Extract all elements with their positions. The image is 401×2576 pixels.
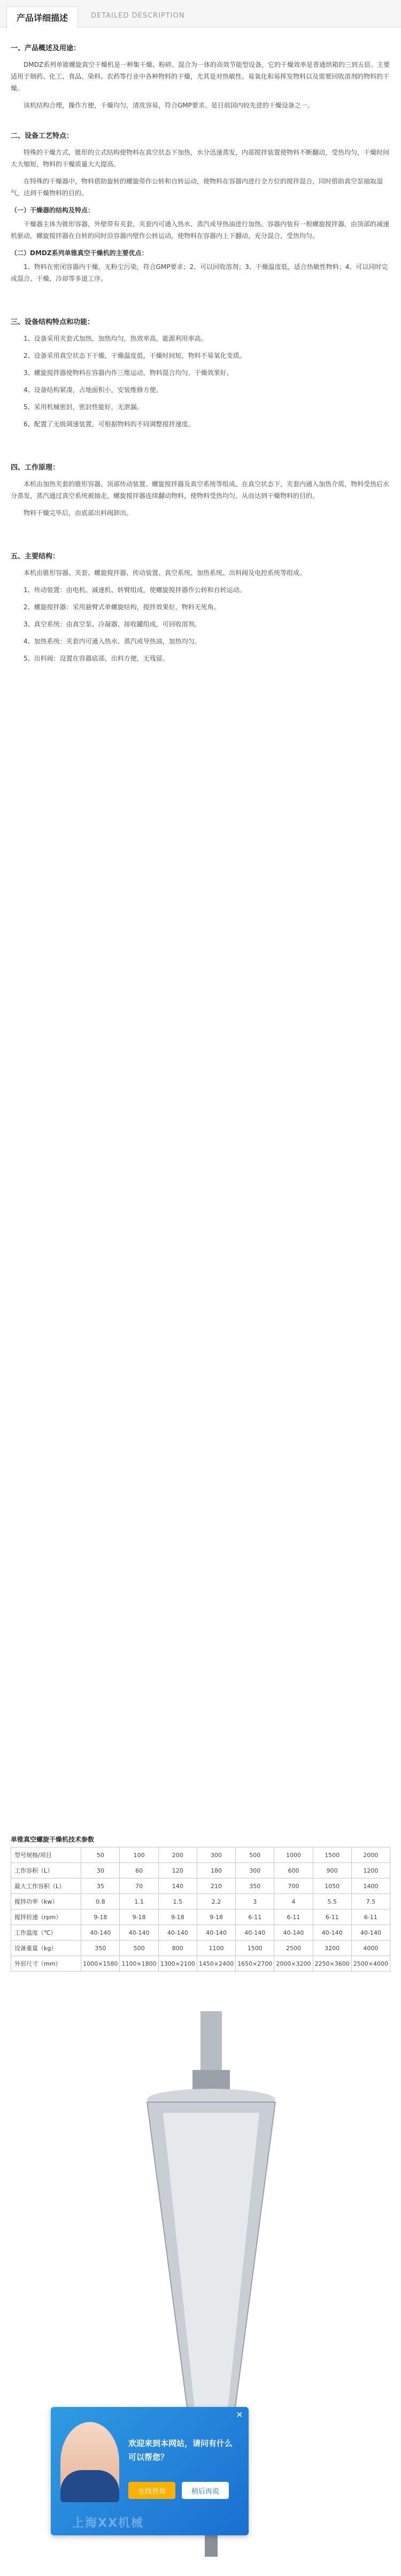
- table-cell: 9-18: [158, 1910, 197, 1925]
- table-cell: 100: [120, 1847, 158, 1863]
- table-row-label: 设备重量（kg）: [11, 1941, 81, 1956]
- table-cell: 6-11: [313, 1910, 351, 1925]
- table-cell: 1000×1580: [81, 1956, 120, 1972]
- table-cell: 50: [81, 1847, 120, 1863]
- section-title-structure: 三、设备结构特点和功能：: [11, 318, 95, 326]
- param-table-title: 单锥真空螺旋干燥机技术参数: [11, 1836, 95, 1843]
- table-cell: 1650×2700: [236, 1956, 274, 1972]
- table-cell: 1.1: [120, 1894, 158, 1910]
- table-cell: 40-140: [120, 1925, 158, 1941]
- table-cell: 4: [274, 1894, 313, 1910]
- table-cell: 40-140: [274, 1925, 313, 1941]
- table-cell: 6-11: [274, 1910, 313, 1925]
- main-structure-paragraph: 3、真空系统：由真空泵、冷凝器、接收罐组成，可回收溶剂。: [24, 620, 201, 628]
- description-content: [11, 37, 390, 670]
- table-cell: 140: [158, 1879, 197, 1894]
- table-cell: 500: [236, 1847, 274, 1863]
- table-cell: 40-140: [197, 1925, 235, 1941]
- table-cell: 1100×1800: [120, 1956, 158, 1972]
- overview-paragraph: DMDZ系列单锥螺旋真空干燥机是一种集干燥、粉碎、混合为一体的高效节能型设备，它的干燥效率是普通烘箱的三到五倍。主要适用于制药、化工、食品、染料、农药等行业中各种物料的干燥，尤其是对热敏性、易氧化和易挥发物料以及需要回收溶剂的物料的干燥。: [11, 61, 390, 92]
- principle-item-text: 干燥器主体为锥形容器，外壁带有夹套，夹套内可通入热水、蒸汽或导热油进行加热。容器内装有一根螺旋搅拌器，由顶部的减速机驱动，螺旋搅拌器在自转的同时沿容器内壁作公转运动，使物料在容器内上下翻动，充分混合，受热均匀。: [11, 220, 390, 240]
- table-row: [11, 1847, 390, 1863]
- principle-item-title: （二）DMDZ系列单锥真空干燥机的主要优点：: [11, 249, 148, 257]
- table-cell: 5.5: [313, 1894, 351, 1910]
- table-cell: 1400: [351, 1879, 390, 1894]
- principle-paragraph: 特殊的干燥方式，锥形的立式结构使物料在真空状态下加热，水分迅速蒸发，内部搅拌装置使物料不断翻动，受热均匀，干燥时间大大缩短，物料的干燥质量大大提高。: [11, 149, 390, 168]
- table-cell: 700: [274, 1879, 313, 1894]
- main-structure-paragraph: 2、螺旋搅拌器：采用悬臂式单螺旋结构，搅拌效果好，物料无死角。: [24, 603, 220, 611]
- structure-paragraph: 1、设备采用夹套式加热，加热均匀，热效率高，能源利用率高。: [24, 335, 207, 342]
- table-cell: 2500: [274, 1941, 313, 1956]
- param-table-wrapper: [11, 1835, 390, 1972]
- table-row-label: 最大工作容积（L）: [11, 1879, 81, 1894]
- table-row: [11, 1863, 390, 1879]
- table-cell: 9-18: [197, 1910, 235, 1925]
- table-row-label: 搅拌转速（rpm）: [11, 1910, 81, 1925]
- table-row-label: 工作温度（℃）: [11, 1925, 81, 1941]
- principle-item-text: 1、物料在密闭容器内干燥，无粉尘污染，符合GMP要求；2、可以回收溶剂；3、干燥温度低，适合热敏性物料；4、可以同时完成混合、干燥、冷却等多道工序。: [11, 263, 388, 282]
- working-paragraph: 本机由加热夹套的锥形容器、顶部传动装置、螺旋搅拌器及真空系统等组成。在真空状态下，夹套内通入加热介质，物料受热后水分蒸发，蒸汽通过真空系统被抽走，螺旋搅拌器连续翻动物料，使物料受热均匀，从而达到干燥物料的目的。: [11, 480, 390, 500]
- table-cell: 7.5: [351, 1894, 390, 1910]
- table-cell: 4000: [351, 1941, 390, 1956]
- chat-buttons: [128, 2482, 229, 2499]
- table-row: [11, 1925, 390, 1941]
- main-structure-paragraph: 5、出料阀：设置在容器底部，出料方便，无残留。: [24, 655, 169, 662]
- table-cell: 2000: [351, 1847, 390, 1863]
- section-title-working: 四、工作原理：: [11, 464, 60, 472]
- table-cell: 6-11: [236, 1910, 274, 1925]
- table-cell: 210: [197, 1879, 235, 1894]
- table-cell: 40-140: [236, 1925, 274, 1941]
- detail-header: [0, 0, 401, 27]
- main-structure-paragraph: 4、加热系统：夹套内可通入热水、蒸汽或导热油，加热均匀。: [24, 638, 201, 645]
- table-cell: 2000×3200: [274, 1956, 313, 1972]
- table-cell: 40-140: [351, 1925, 390, 1941]
- chat-popup: [51, 2407, 249, 2535]
- avatar: [60, 2422, 119, 2502]
- table-cell: 1300×2100: [158, 1956, 197, 1972]
- table-cell: 800: [158, 1941, 197, 1956]
- table-cell: 2.2: [197, 1894, 235, 1910]
- table-cell: 1.5: [158, 1894, 197, 1910]
- table-row: [11, 1910, 390, 1925]
- table-cell: 300: [197, 1847, 235, 1863]
- chat-message: 欢迎来到本网站，请问有什么可以帮您？: [128, 2439, 233, 2462]
- table-cell: 1200: [351, 1863, 390, 1879]
- detail-tab[interactable]: 产品详细描述: [6, 6, 78, 27]
- motor-shape: [200, 2011, 222, 2075]
- principle-item-title: （一）干燥器的结构及特点：: [11, 206, 95, 214]
- table-row: [11, 1894, 390, 1910]
- main-structure-paragraph: 1、传动装置：由电机、减速机、转臂组成，使螺旋搅拌器作公转和自转运动。: [24, 586, 246, 594]
- main-structure-paragraph: 本机由锥形容器、夹套、螺旋搅拌器、传动装置、真空系统、加热系统、出料阀及电控系统等组成。: [24, 569, 306, 577]
- brand-watermark: 上海XX机械: [72, 2517, 144, 2530]
- reducer-shape: [192, 2070, 230, 2091]
- structure-paragraph: 3、螺旋搅拌器使物料在容器内作三维运动，物料混合均匀，干燥效果好。: [24, 369, 233, 377]
- detail-subtitle: DETAILED DESCRIPTION: [91, 12, 185, 20]
- table-row: [11, 1879, 390, 1894]
- table-cell: 40-140: [313, 1925, 351, 1941]
- structure-paragraph: 2、设备采用真空状态下干燥，干燥温度低，干燥时间短，物料不易氧化变质。: [24, 352, 246, 359]
- structure-paragraph: 4、设备结构紧凑，占地面积小，安装维修方便。: [24, 386, 163, 394]
- table-cell: 3200: [313, 1941, 351, 1956]
- table-cell: 1500: [236, 1941, 274, 1956]
- table-row: [11, 1941, 390, 1956]
- section-title-principle: 二、设备工艺特点：: [11, 132, 74, 140]
- table-cell: 1050: [313, 1879, 351, 1894]
- table-cell: 70: [120, 1879, 158, 1894]
- table-cell: 120: [158, 1863, 197, 1879]
- section-title-overview: 一、产品概述及用途：: [11, 44, 81, 52]
- working-paragraph: 物料干燥完毕后，由底部出料阀卸出。: [24, 509, 133, 517]
- table-row-label: 外形尺寸（mm）: [11, 1956, 81, 1972]
- table-cell: 0.8: [81, 1894, 120, 1910]
- table-cell: 1000: [274, 1847, 313, 1863]
- structure-paragraph: 6、配置了无级调速装置，可根据物料的不同调整搅拌速度。: [24, 420, 195, 428]
- table-cell: 3: [236, 1894, 274, 1910]
- table-row: [11, 1956, 390, 1972]
- table-cell: 200: [158, 1847, 197, 1863]
- table-cell: 2500×4000: [351, 1956, 390, 1972]
- table-cell: 9-18: [81, 1910, 120, 1925]
- table-cell: 600: [274, 1863, 313, 1879]
- table-cell: 35: [81, 1879, 120, 1894]
- table-cell: 350: [81, 1941, 120, 1956]
- table-cell: 900: [313, 1863, 351, 1879]
- table-cell: 40-140: [158, 1925, 197, 1941]
- table-row-label: 型号规格/项目: [11, 1847, 81, 1863]
- table-cell: 9-18: [120, 1910, 158, 1925]
- chat-accept-button[interactable]: 在线咨询: [128, 2482, 175, 2499]
- close-icon[interactable]: ✕: [236, 2410, 243, 2420]
- table-cell: 2250×3600: [313, 1956, 351, 1972]
- table-row-label: 工作容积（L）: [11, 1863, 81, 1879]
- table-cell: 180: [197, 1863, 235, 1879]
- table-cell: 6-11: [351, 1910, 390, 1925]
- table-cell: 300: [236, 1863, 274, 1879]
- table-cell: 1100: [197, 1941, 235, 1956]
- overview-paragraph: 该机结构合理，操作方便，干燥均匀，清洗容易，符合GMP要求。是目前国内较先进的干燥设备之一。: [24, 102, 314, 109]
- avatar-body: [60, 2470, 119, 2502]
- table-cell: 1450×2400: [197, 1956, 235, 1972]
- structure-paragraph: 5、采用机械密封，密封性能好，无泄漏。: [24, 403, 143, 411]
- section-title-main-structure: 五、主要结构：: [11, 553, 60, 561]
- table-cell: 60: [120, 1863, 158, 1879]
- table-cell: 350: [236, 1879, 274, 1894]
- param-table: [11, 1847, 390, 1972]
- table-cell: 30: [81, 1863, 120, 1879]
- chat-later-button[interactable]: 稍后再说: [182, 2482, 229, 2499]
- table-cell: 1500: [313, 1847, 351, 1863]
- table-cell: 500: [120, 1941, 158, 1956]
- table-row-label: 搅拌功率（kw）: [11, 1894, 81, 1910]
- table-cell: 40-140: [81, 1925, 120, 1941]
- principle-paragraph: 在特殊的干燥器中，物料借助旋转的螺旋带作公转和自转运动，使物料在容器内进行全方位的搅拌混合，同时借助真空泵抽取湿气，达到干燥物料的目的。: [11, 178, 383, 197]
